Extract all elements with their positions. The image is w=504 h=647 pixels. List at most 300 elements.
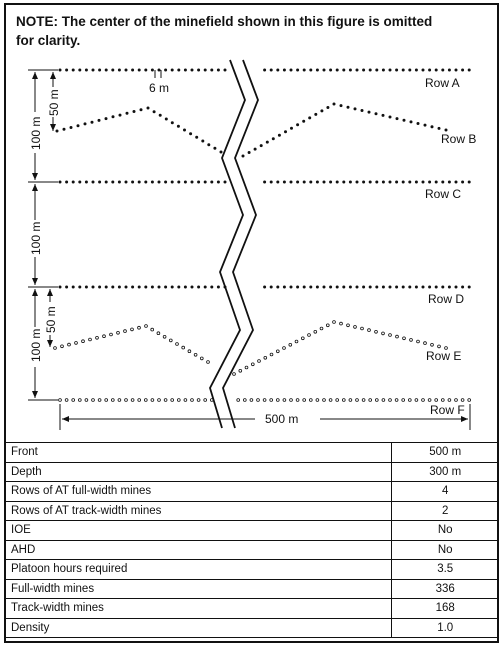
mine-row-e-dot xyxy=(194,353,197,356)
mine-row-c-dot xyxy=(105,181,108,184)
mine-row-b-dot xyxy=(159,114,162,117)
mine-row-b-dot xyxy=(70,126,73,129)
mine-row-b-dot xyxy=(171,121,174,124)
mine-row-e-dot xyxy=(124,330,127,333)
mine-row-c-dot xyxy=(461,181,464,184)
row-label: Platoon hours required xyxy=(5,560,392,580)
mine-row-e-dot xyxy=(424,342,427,345)
mine-row-b-dot xyxy=(403,119,406,122)
table-row xyxy=(5,579,499,599)
dim-label-d-f: 100 m xyxy=(29,328,43,362)
mine-row-e-dot xyxy=(361,327,364,330)
mine-row-d-dot xyxy=(72,286,75,289)
row-value: No xyxy=(392,540,499,560)
mine-row-c-dot xyxy=(422,181,425,184)
mine-row-d-dot xyxy=(210,286,213,289)
mine-row-a-dot xyxy=(415,69,418,72)
row-label: Rows of AT track-width mines xyxy=(5,501,392,521)
mine-row-d-dot xyxy=(356,286,359,289)
mine-row-c-dot xyxy=(78,181,81,184)
mine-row-f-dot xyxy=(118,399,121,402)
mine-row-e-dot xyxy=(270,353,273,356)
row-label: Track-width mines xyxy=(5,599,392,619)
mine-row-d-dot xyxy=(98,286,101,289)
mine-row-d-dot xyxy=(177,286,180,289)
mine-row-c-dot xyxy=(395,181,398,184)
mine-row-c-dot xyxy=(290,181,293,184)
mine-row-d-dot xyxy=(290,286,293,289)
mine-row-a-dot xyxy=(395,69,398,72)
mine-row-b-dot xyxy=(326,106,329,109)
mine-row-c-dot xyxy=(296,181,299,184)
mine-row-a-dot xyxy=(441,69,444,72)
mine-row-c-dot xyxy=(362,181,365,184)
mine-row-d-dot xyxy=(441,286,444,289)
mine-row-f-dot xyxy=(415,399,418,402)
mine-row-b-dot xyxy=(417,122,420,125)
mine-row-f-dot xyxy=(263,399,266,402)
mine-row-b-dot xyxy=(340,104,343,107)
mine-row-c-dot xyxy=(72,181,75,184)
spacing-label: 6 m xyxy=(149,81,170,95)
mine-row-a-dot xyxy=(111,69,114,72)
mine-row-a-dot xyxy=(369,69,372,72)
mine-row-f-dot xyxy=(158,399,161,402)
mine-row-b-dot xyxy=(77,124,80,127)
mine-row-d-dot xyxy=(329,286,332,289)
mine-row-e-dot xyxy=(157,332,160,335)
mine-row-c-dot xyxy=(468,181,471,184)
mine-row-d-dot xyxy=(191,286,194,289)
mine-row-f-dot xyxy=(105,399,108,402)
mine-row-b-dot xyxy=(410,120,413,123)
mine-row-a-dot xyxy=(184,69,187,72)
mine-row-a-dot xyxy=(197,69,200,72)
mine-row-a-dot xyxy=(468,69,471,72)
mine-row-d-dot xyxy=(270,286,273,289)
mine-row-c-dot xyxy=(435,181,438,184)
mine-row-f-dot xyxy=(375,399,378,402)
mine-row-c-dot xyxy=(177,181,180,184)
mine-row-b-dot xyxy=(105,117,108,120)
row-label: AHD xyxy=(5,540,392,560)
mine-row-d-dot xyxy=(468,286,471,289)
mine-row-e-dot xyxy=(169,339,172,342)
mine-row-e-dot xyxy=(264,356,267,359)
mine-row-a-dot xyxy=(158,69,161,72)
mine-row-d-dot xyxy=(158,286,161,289)
mine-row-a-dot xyxy=(402,69,405,72)
mine-row-c-dot xyxy=(118,181,121,184)
mine-row-f-dot xyxy=(296,399,299,402)
mine-row-b-dot xyxy=(56,130,59,133)
mine-row-b-dot xyxy=(354,107,357,110)
mine-row-c-dot xyxy=(263,181,266,184)
table-row xyxy=(5,482,499,502)
mine-row-f-dot xyxy=(78,399,81,402)
mine-row-f-dot xyxy=(441,399,444,402)
mine-row-b-dot xyxy=(284,130,287,133)
mine-row-e-dot xyxy=(301,337,304,340)
mine-row-c-dot xyxy=(204,181,207,184)
mine-row-d-dot xyxy=(263,286,266,289)
mine-row-f-dot xyxy=(237,399,240,402)
mine-row-b-dot xyxy=(201,140,204,143)
mine-row-e-dot xyxy=(289,343,292,346)
row-value: 1.0 xyxy=(392,618,499,638)
mine-row-d-dot xyxy=(296,286,299,289)
mine-row-c-dot xyxy=(270,181,273,184)
mine-row-d-dot xyxy=(151,286,154,289)
mine-row-a-dot xyxy=(455,69,458,72)
mine-row-c-dot xyxy=(158,181,161,184)
mine-row-d-dot xyxy=(92,286,95,289)
mine-row-d-dot xyxy=(125,286,128,289)
mine-row-d-dot xyxy=(164,286,167,289)
mine-row-b-dot xyxy=(272,137,275,140)
mine-row-e-dot xyxy=(61,345,64,348)
mine-row-f-dot xyxy=(111,399,114,402)
mine-row-b-dot xyxy=(438,127,441,130)
mine-row-f-dot xyxy=(455,399,458,402)
mine-row-e-dot xyxy=(368,329,371,332)
mine-row-b-dot xyxy=(112,115,115,118)
dim-label-c-d: 100 m xyxy=(29,221,43,255)
mine-row-e-dot xyxy=(188,350,191,353)
mine-row-d-dot xyxy=(323,286,326,289)
mine-row-b-dot xyxy=(382,114,385,117)
row-value: 3.5 xyxy=(392,560,499,580)
mine-row-a-dot xyxy=(270,69,273,72)
mine-row-e-dot xyxy=(333,321,336,324)
mine-row-e-dot xyxy=(96,336,99,339)
mine-row-e-dot xyxy=(68,343,71,346)
mine-row-e-dot xyxy=(382,332,385,335)
mine-row-e-dot xyxy=(326,324,329,327)
mine-row-e-dot xyxy=(320,327,323,330)
mine-row-d-dot xyxy=(448,286,451,289)
mine-row-e-dot xyxy=(396,335,399,338)
mine-row-a-dot xyxy=(224,69,227,72)
mine-row-c-dot xyxy=(369,181,372,184)
mine-row-c-dot xyxy=(85,181,88,184)
mine-row-d-dot xyxy=(65,286,68,289)
mine-row-d-dot xyxy=(184,286,187,289)
mine-row-c-dot xyxy=(349,181,352,184)
mine-row-f-dot xyxy=(59,399,62,402)
mine-row-f-dot xyxy=(408,399,411,402)
mine-row-a-dot xyxy=(92,69,95,72)
mine-row-e-dot xyxy=(431,343,434,346)
mine-row-a-dot xyxy=(59,69,62,72)
mine-row-d-dot xyxy=(309,286,312,289)
mine-row-b-dot xyxy=(84,122,87,125)
row-e-label: Row E xyxy=(426,349,462,363)
mine-row-e-dot xyxy=(110,333,113,336)
mine-row-e-dot xyxy=(410,339,413,342)
mine-row-e-dot xyxy=(131,328,134,331)
row-c-label: Row C xyxy=(425,187,462,201)
mine-row-d-dot xyxy=(369,286,372,289)
mine-row-e-dot xyxy=(283,347,286,350)
mine-row-b-dot xyxy=(347,106,350,109)
mine-row-b-dot xyxy=(195,136,198,139)
mine-row-a-dot xyxy=(283,69,286,72)
mine-row-f-dot xyxy=(144,399,147,402)
mine-row-c-dot xyxy=(125,181,128,184)
row-value: 2 xyxy=(392,501,499,521)
mine-row-e-dot xyxy=(207,361,210,364)
mine-row-e-dot xyxy=(354,326,357,329)
row-value: 300 m xyxy=(392,462,499,482)
mine-row-f-dot xyxy=(131,399,134,402)
mine-row-c-dot xyxy=(441,181,444,184)
mine-row-f-dot xyxy=(468,399,471,402)
row-label: Density xyxy=(5,618,392,638)
mine-row-c-dot xyxy=(402,181,405,184)
mine-row-f-dot xyxy=(204,399,207,402)
row-d-label: Row D xyxy=(428,292,465,306)
break-line-right xyxy=(223,60,258,428)
dim-label-a-c: 100 m xyxy=(29,116,43,150)
mine-row-d-dot xyxy=(144,286,147,289)
mine-row-e-dot xyxy=(239,369,242,372)
mine-row-a-dot xyxy=(356,69,359,72)
mine-row-a-dot xyxy=(448,69,451,72)
mine-row-f-dot xyxy=(257,399,260,402)
mine-row-b-dot xyxy=(333,103,336,106)
mine-row-c-dot xyxy=(59,181,62,184)
mine-row-a-dot xyxy=(131,69,134,72)
mine-row-b-dot xyxy=(63,128,66,131)
mine-row-f-dot xyxy=(92,399,95,402)
mine-row-d-dot xyxy=(402,286,405,289)
mine-row-a-dot xyxy=(105,69,108,72)
mine-row-b-dot xyxy=(133,110,136,113)
mine-row-b-dot xyxy=(220,151,223,154)
break-line-left xyxy=(210,60,245,428)
mine-row-e-dot xyxy=(245,366,248,369)
mine-row-f-dot xyxy=(197,399,200,402)
mine-row-c-dot xyxy=(151,181,154,184)
mine-row-b-dot xyxy=(213,147,216,150)
mine-row-f-dot xyxy=(243,399,246,402)
mine-row-a-dot xyxy=(118,69,121,72)
mine-row-c-dot xyxy=(408,181,411,184)
mine-row-a-dot xyxy=(408,69,411,72)
table-row xyxy=(5,618,499,638)
figure-note: NOTE: The center of the minefield shown in this figure is omitted for clarity. xyxy=(16,14,433,48)
mine-row-e-dot xyxy=(417,340,420,343)
table-row xyxy=(5,521,499,541)
mine-row-d-dot xyxy=(78,286,81,289)
mine-row-a-dot xyxy=(144,69,147,72)
mine-row-a-dot xyxy=(389,69,392,72)
mine-row-c-dot xyxy=(210,181,213,184)
mine-row-a-dot xyxy=(428,69,431,72)
mine-row-b-dot xyxy=(361,109,364,112)
mine-row-f-dot xyxy=(428,399,431,402)
mine-row-f-dot xyxy=(72,399,75,402)
mine-row-b-dot xyxy=(368,111,371,114)
mine-row-f-dot xyxy=(125,399,128,402)
mine-row-a-dot xyxy=(382,69,385,72)
table-row xyxy=(5,443,499,463)
mine-row-c-dot xyxy=(428,181,431,184)
mine-row-a-dot xyxy=(85,69,88,72)
mine-row-f-dot xyxy=(184,399,187,402)
mine-row-a-dot xyxy=(362,69,365,72)
mine-row-c-dot xyxy=(415,181,418,184)
mine-row-a-dot xyxy=(336,69,339,72)
mine-row-e-dot xyxy=(276,350,279,353)
mine-row-f-dot xyxy=(448,399,451,402)
mine-row-c-dot xyxy=(217,181,220,184)
mine-row-e-dot xyxy=(103,335,106,338)
mine-row-c-dot xyxy=(448,181,451,184)
mine-row-b-dot xyxy=(431,125,434,128)
mine-row-c-dot xyxy=(164,181,167,184)
mine-row-f-dot xyxy=(85,399,88,402)
mine-row-f-dot xyxy=(342,399,345,402)
mine-row-b-dot xyxy=(207,143,210,146)
mine-row-c-dot xyxy=(329,181,332,184)
mine-row-c-dot xyxy=(98,181,101,184)
mine-row-f-dot xyxy=(356,399,359,402)
mine-row-d-dot xyxy=(138,286,141,289)
row-a-label: Row A xyxy=(425,76,460,90)
mine-row-f-dot xyxy=(389,399,392,402)
mine-row-b-dot xyxy=(290,127,293,130)
mine-row-f-dot xyxy=(323,399,326,402)
row-f-label: Row F xyxy=(430,403,465,417)
mine-row-c-dot xyxy=(323,181,326,184)
mine-row-f-dot xyxy=(98,399,101,402)
mine-row-a-dot xyxy=(151,69,154,72)
mine-row-c-dot xyxy=(316,181,319,184)
mine-row-d-dot xyxy=(395,286,398,289)
mine-row-b-dot xyxy=(424,124,427,127)
row-value: No xyxy=(392,521,499,541)
mine-row-a-dot xyxy=(342,69,345,72)
mine-row-e-dot xyxy=(163,335,166,338)
mine-row-e-dot xyxy=(438,345,441,348)
mine-row-d-dot xyxy=(118,286,121,289)
mine-row-d-dot xyxy=(455,286,458,289)
mine-row-d-dot xyxy=(171,286,174,289)
mine-row-b-dot xyxy=(296,123,299,126)
mine-row-a-dot xyxy=(171,69,174,72)
mine-row-a-dot xyxy=(329,69,332,72)
mine-row-d-dot xyxy=(59,286,62,289)
mine-row-f-dot xyxy=(276,399,279,402)
mine-row-c-dot xyxy=(455,181,458,184)
mine-row-a-dot xyxy=(276,69,279,72)
mine-row-e-dot xyxy=(308,334,311,337)
mine-row-f-dot xyxy=(329,399,332,402)
mine-row-d-dot xyxy=(85,286,88,289)
mine-row-b-dot xyxy=(254,148,257,151)
mine-row-e-dot xyxy=(89,338,92,341)
mine-row-e-dot xyxy=(182,346,185,349)
mine-row-c-dot xyxy=(276,181,279,184)
dim-label-d-e: 50 m xyxy=(44,306,58,333)
mine-row-b-dot xyxy=(147,107,150,110)
mine-row-e-dot xyxy=(200,357,203,360)
mine-row-f-dot xyxy=(164,399,167,402)
mine-row-c-dot xyxy=(375,181,378,184)
mine-row-a-dot xyxy=(177,69,180,72)
mine-row-b-dot xyxy=(320,109,323,112)
minefield-spec-table xyxy=(4,442,499,638)
mine-row-f-dot xyxy=(283,399,286,402)
mine-row-c-dot xyxy=(303,181,306,184)
table-row xyxy=(5,501,499,521)
row-value: 336 xyxy=(392,579,499,599)
row-value: 4 xyxy=(392,482,499,502)
mine-row-e-dot xyxy=(138,326,141,329)
mine-row-d-dot xyxy=(349,286,352,289)
mine-row-d-dot xyxy=(316,286,319,289)
mine-row-b-dot xyxy=(302,120,305,123)
mine-row-b-dot xyxy=(266,141,269,144)
mine-row-f-dot xyxy=(316,399,319,402)
mine-row-d-dot xyxy=(362,286,365,289)
mine-row-c-dot xyxy=(389,181,392,184)
mine-row-b-dot xyxy=(153,110,156,113)
mine-row-f-dot xyxy=(191,399,194,402)
mine-row-b-dot xyxy=(260,144,263,147)
mine-row-c-dot xyxy=(111,181,114,184)
mine-row-d-dot xyxy=(408,286,411,289)
mine-row-d-dot xyxy=(111,286,114,289)
mine-row-e-dot xyxy=(82,340,85,343)
mine-row-f-dot xyxy=(309,399,312,402)
row-b-label: Row B xyxy=(441,132,477,146)
row-value: 168 xyxy=(392,599,499,619)
mine-row-d-dot xyxy=(204,286,207,289)
mine-row-a-dot xyxy=(125,69,128,72)
mine-row-f-dot xyxy=(382,399,385,402)
mine-row-a-dot xyxy=(461,69,464,72)
mine-row-e-dot xyxy=(314,330,317,333)
mine-row-c-dot xyxy=(342,181,345,184)
table-row xyxy=(5,462,499,482)
mine-row-a-dot xyxy=(78,69,81,72)
mine-row-f-dot xyxy=(177,399,180,402)
mine-row-b-dot xyxy=(389,116,392,119)
mine-row-e-dot xyxy=(251,363,254,366)
mine-row-d-dot xyxy=(336,286,339,289)
mine-row-a-dot xyxy=(309,69,312,72)
front-label: 500 m xyxy=(265,412,299,426)
mine-row-c-dot xyxy=(197,181,200,184)
mine-row-e-dot xyxy=(403,337,406,340)
row-label: Rows of AT full-width mines xyxy=(5,482,392,502)
mine-row-c-dot xyxy=(191,181,194,184)
row-value: 500 m xyxy=(392,443,499,463)
mine-row-d-dot xyxy=(283,286,286,289)
mine-row-b-dot xyxy=(189,132,192,135)
mine-row-b-dot xyxy=(177,125,180,128)
mine-row-a-dot xyxy=(375,69,378,72)
mine-row-d-dot xyxy=(105,286,108,289)
mine-row-c-dot xyxy=(224,181,227,184)
mine-row-b-dot xyxy=(308,116,311,119)
mine-row-d-dot xyxy=(342,286,345,289)
mine-row-a-dot xyxy=(98,69,101,72)
mine-row-b-dot xyxy=(165,118,168,121)
